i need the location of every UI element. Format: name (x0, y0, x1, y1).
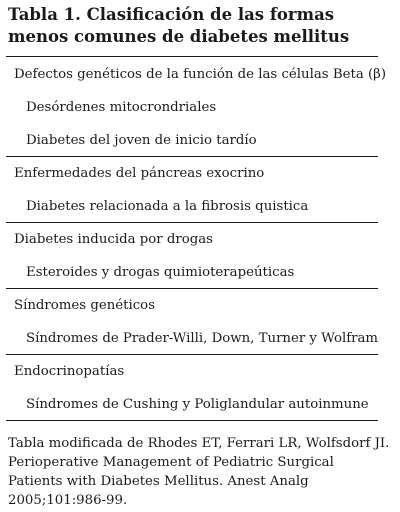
table-category-genetic-syndromes: Síndromes genéticos (14, 298, 156, 313)
table-title-label: Tabla 1. (8, 5, 81, 24)
table-category-drug-induced: Diabetes inducida por drogas (14, 232, 213, 247)
table-title-text: Clasificación de las formas menos comunes de diabetes mellitus (8, 5, 350, 46)
table-divider (6, 354, 378, 355)
table-item-mody: Diabetes del joven de inicio tardío (26, 133, 257, 148)
table-footnote: Tabla modificada de Rhodes ET, Ferrari LR, Wolfsdorf JI. Perioperative Management of Pediatric Surgical Patients with Diabetes Mellitus. Anest Analg 2005;101:986-99. (8, 436, 390, 508)
table-divider (6, 288, 378, 289)
table-item-genetic-syndromes-list: Síndromes de Prader-Willi, Down, Turner y Wolfram (26, 331, 379, 346)
table-item-cushing: Síndromes de Cushing y Poliglandular autoinmune (26, 397, 369, 412)
table-divider (6, 222, 378, 223)
table-item-steroids: Esteroides y drogas quimioterapeúticas (26, 265, 295, 280)
table-category-exocrine-pancreas: Enfermedades del páncreas exocrino (14, 166, 265, 181)
table-divider (6, 156, 378, 157)
table-item-cystic-fibrosis: Diabetes relacionada a la fibrosis quistica (26, 199, 309, 214)
table-category-endocrinopathies: Endocrinopatías (14, 364, 125, 379)
table-top-rule (6, 56, 378, 57)
table-category-genetic-beta-cell: Defectos genéticos de la función de las células Beta (β) (14, 67, 387, 82)
table-item-mitochondrial: Desórdenes mitocrondriales (26, 100, 217, 115)
table-bottom-rule (6, 420, 378, 421)
table-title (8, 4, 388, 48)
